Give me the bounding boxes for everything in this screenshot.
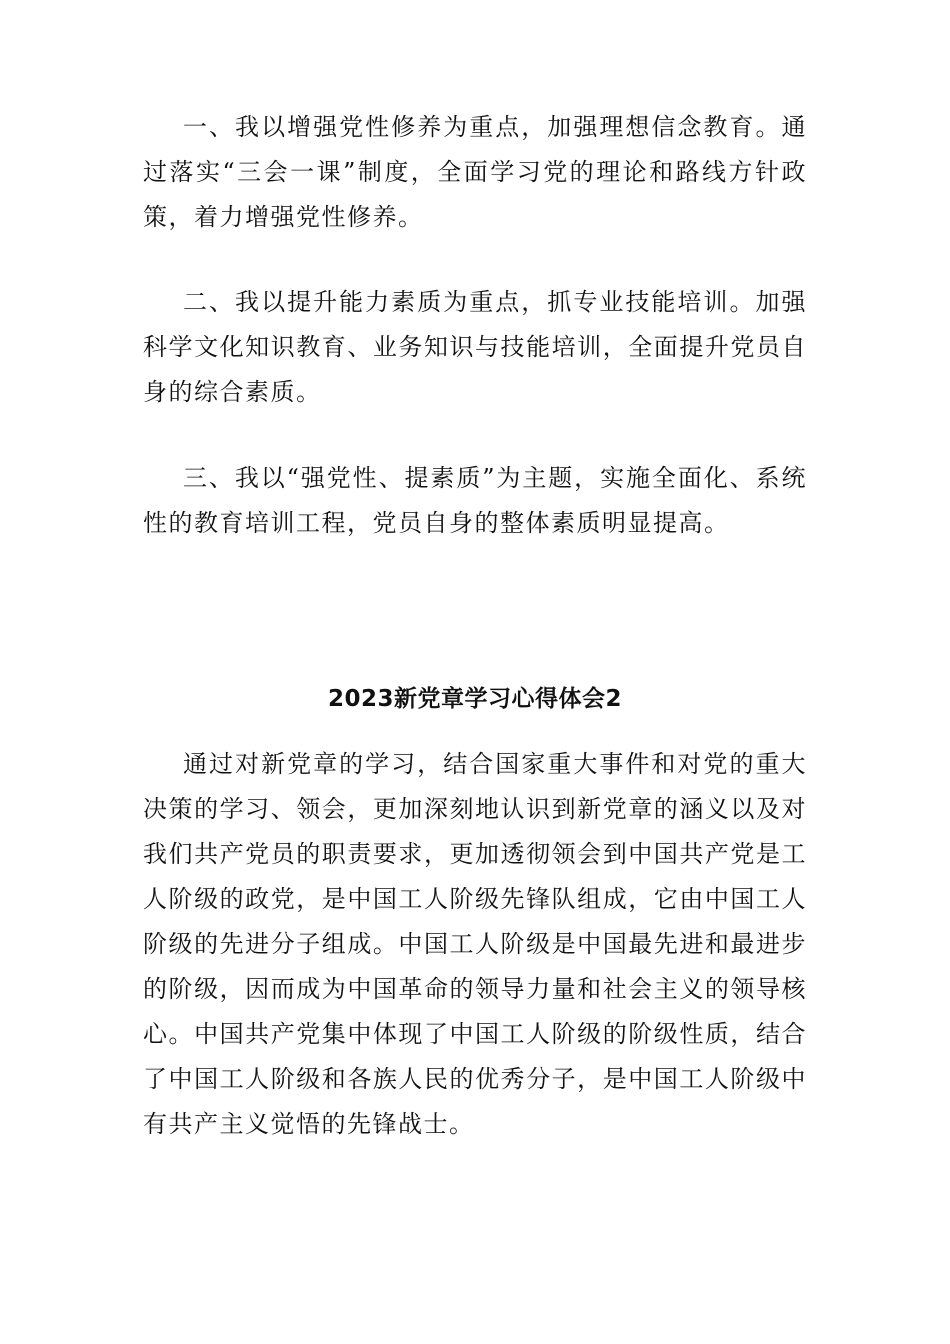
paragraph-point-one: 一、我以增强党性修养为重点，加强理想信念教育。通过落实“三会一课”制度，全面学习党的理论和路线方针政策，着力增强党性修养。 [143, 113, 807, 231]
paragraph-body: 通过对新党章的学习，结合国家重大事件和对党的重大决策的学习、领会，更加深刻地认识到新党章的涵义以及对我们共产党员的职责要求，更加透彻领会到中国共产党是工人阶级的政党，是中国工人阶级先锋队组成，它由中国工人阶级的先进分子组成。中国工人阶级是中国最先进和最进步的阶级，因而成为中国革命的领导力量和社会主义的领导核心。中国共产党集中体现了中国工人阶级的阶级性质，结合了中国工人阶级和各族人民的优秀分子，是中国工人阶级中有共产主义觉悟的先锋战士。 [143, 750, 807, 1138]
section-title: 2023新党章学习心得体会2 [327, 686, 623, 712]
paragraph-point-two: 二、我以提升能力素质为重点，抓专业技能培训。加强科学文化知识教育、业务知识与技能培训，全面提升党员自身的综合素质。 [143, 288, 807, 406]
paragraph-point-three: 三、我以“强党性、提素质”为主题，实施全面化、系统性的教育培训工程，党员自身的整体素质明显提高。 [143, 464, 807, 537]
